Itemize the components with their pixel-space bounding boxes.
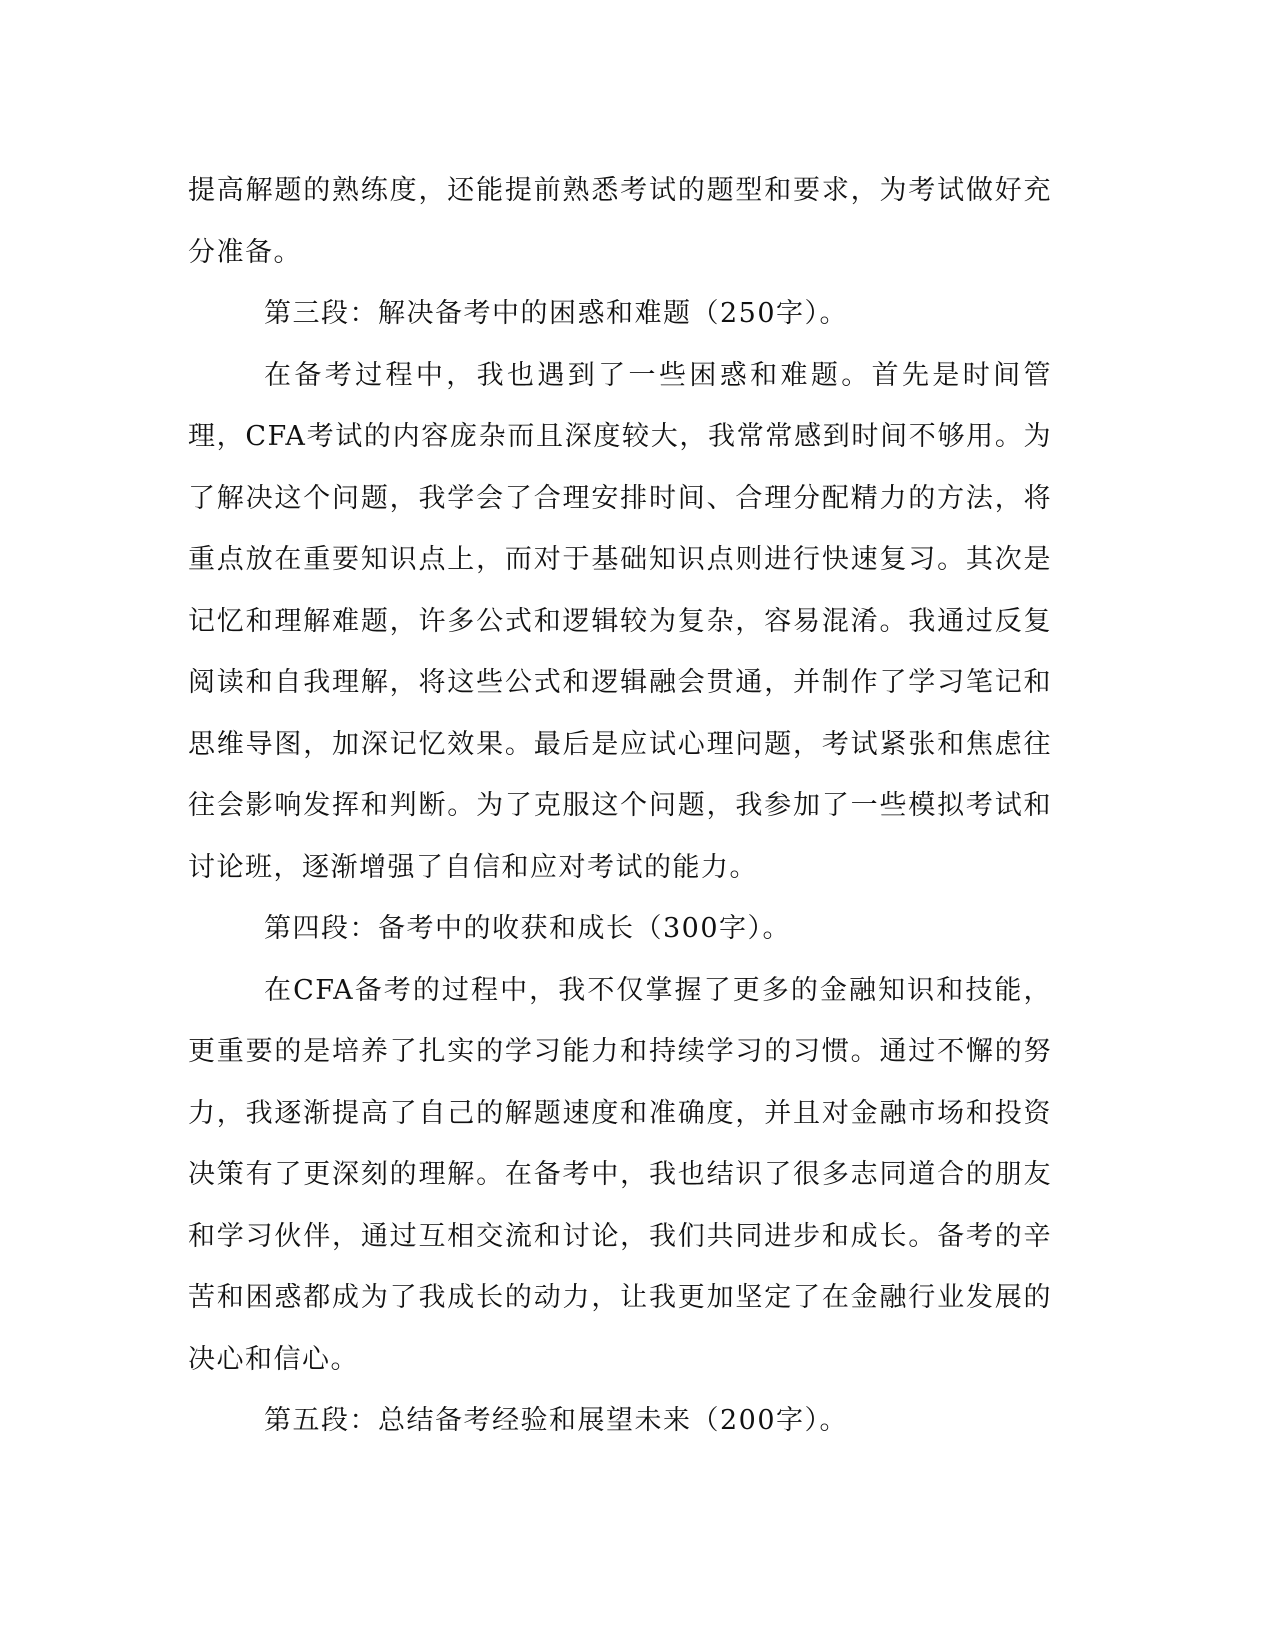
paragraph-difficulties: 在备考过程中，我也遇到了一些困惑和难题。首先是时间管理，CFA考试的内容庞杂而且深度较大，我常常感到时间不够用。为了解决这个问题，我学会了合理安排时间、合理分配精力的方法，将重点放在重要知识点上，而对于基础知识点则进行快速复习。其次是记忆和理解难题，许多公式和逻辑较为复杂，容易混淆。我通过反复阅读和自我理解，将这些公式和逻辑融会贯通，并制作了学习笔记和思维导图，加深记忆效果。最后是应试心理问题，考试紧张和焦虑往往会影响发挥和判断。为了克服这个问题，我参加了一些模拟考试和讨论班，逐渐增强了自信和应对考试的能力。 — [188, 359, 1052, 883]
section-heading-three: 第三段：解决备考中的困惑和难题（250字）。 — [264, 298, 849, 329]
section-heading-four: 第四段：备考中的收获和成长（300字）。 — [264, 913, 792, 944]
section-heading-five: 第五段：总结备考经验和展望未来（200字）。 — [264, 1405, 849, 1436]
document-body — [188, 160, 1052, 1452]
paragraph-continuation: 提高解题的熟练度，还能提前熟悉考试的题型和要求，为考试做好充分准备。 — [188, 175, 1052, 268]
paragraph-growth: 在CFA备考的过程中，我不仅掌握了更多的金融知识和技能，更重要的是培养了扎实的学习能力和持续学习的习惯。通过不懈的努力，我逐渐提高了自己的解题速度和准确度，并且对金融市场和投资决策有了更深刻的理解。在备考中，我也结识了很多志同道合的朋友和学习伙伴，通过互相交流和讨论，我们共同进步和成长。备考的辛苦和困惑都成为了我成长的动力，让我更加坚定了在金融行业发展的决心和信心。 — [188, 974, 1052, 1375]
